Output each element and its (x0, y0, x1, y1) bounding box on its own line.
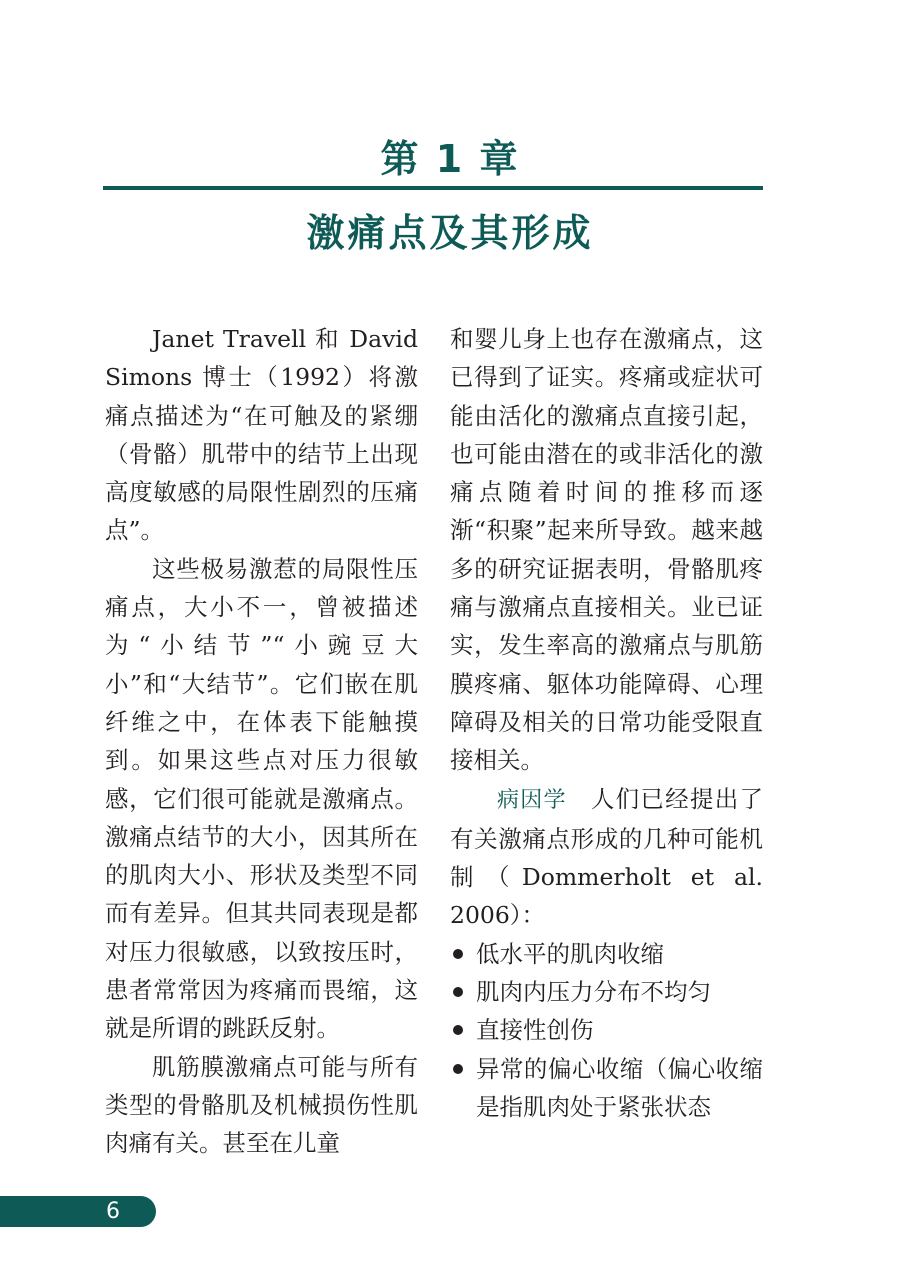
paragraph-myofascial: 肌筋膜激痛点可能与所有类型的骨骼肌及机械损伤性肌肉痛有关。甚至在儿童 (105, 1052, 418, 1158)
list-item (450, 1011, 763, 1049)
list-item-text: 异常的偏心收缩（偏心收缩是指肌肉处于紧张状态 (476, 1054, 763, 1121)
left-column (105, 320, 418, 1163)
list-item (450, 1050, 763, 1127)
right-column (450, 320, 763, 1126)
chapter-title: 激痛点及其形成 (306, 211, 594, 255)
bullet-icon (453, 1025, 463, 1035)
etiology-term: 病因学 (497, 787, 567, 813)
paragraph-description: 这些极易激惹的局限性压痛点，大小不一，曾被描述为“小结节”“小豌豆大小”和“大结节”。它们嵌在肌纤维之中，在体表下能触摸到。如果这些点对压力很敏感，它们很可能就是激痛点。激痛点结节的大小，因其所在的肌肉大小、形状及类型不同而有差异。但其共同表现是都对压力很敏感，以致按压时，患者常常因为疼痛而畏缩，这就是所谓的跳跃反射。 (105, 554, 418, 1043)
paragraph-etiology (450, 780, 763, 935)
bullet-icon (453, 949, 463, 959)
bullet-icon (453, 987, 463, 997)
page-number-tab (0, 1196, 156, 1227)
list-item-text: 低水平的肌肉收缩 (476, 939, 664, 968)
mechanism-list (450, 935, 763, 1126)
bullet-icon (453, 1064, 463, 1074)
list-item (450, 935, 763, 973)
paragraph-definition: Janet Travell 和 David Simons 博士（1992）将激痛点描述为“在可触及的紧绷（骨骼）肌带中的结节上出现高度敏感的局限性剧烈的压痛点”。 (105, 325, 418, 545)
list-item-text: 直接性创伤 (476, 1016, 594, 1045)
list-item (450, 973, 763, 1011)
list-item-text: 肌肉内压力分布不均匀 (476, 978, 711, 1007)
chapter-number: 第 1 章 (380, 137, 520, 181)
etiology-text: 人们已经提出了有关激痛点形成的几种可能机制（Dommerholt et al. 2006）： (450, 784, 763, 930)
page-number: 6 (106, 1199, 120, 1224)
paragraph-continued: 和婴儿身上也存在激痛点，这已得到了证实。疼痛或症状可能由活化的激痛点直接引起，也可能由潜在的或非活化的激痛点随着时间的推移而逐渐“积聚”起来所导致。越来越多的研究证据表明，骨骼肌疼痛与激痛点直接相关。业已证实，发生率高的激痛点与肌筋膜疼痛、躯体功能障碍、心理障碍及相关的日常功能受限直接相关。 (450, 325, 763, 775)
chapter-divider (103, 186, 763, 190)
